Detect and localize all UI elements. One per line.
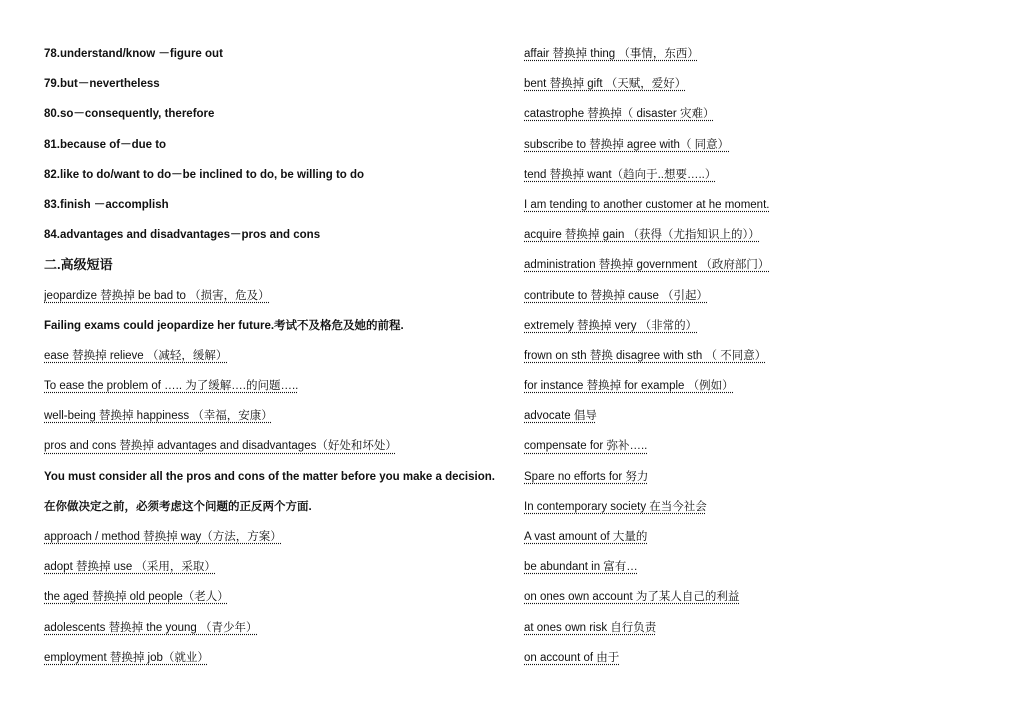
- vocab-line: jeopardize 替换掉 be bad to （损害，危及）: [44, 289, 270, 302]
- vocab-line: on account of 由于: [524, 651, 620, 664]
- vocab-line: adopt 替换掉 use （采用，采取）: [44, 561, 216, 574]
- vocab-line: frown on sth 替换 disagree with sth （ 不同意）: [524, 349, 767, 362]
- vocab-line: 84.advantages and disadvantages－pros and cons: [44, 229, 321, 242]
- vocab-line: extremely 替换掉 very （非常的）: [524, 319, 698, 332]
- vocab-line: 80.so－consequently, therefore: [44, 108, 215, 121]
- vocab-line: 81.because of－due to: [44, 138, 167, 151]
- example-sentence: Failing exams could jeopardize her future.考试不及格危及她的前程.: [44, 319, 404, 332]
- vocab-line: A vast amount of 大量的: [524, 531, 648, 543]
- vocab-line: on ones own account 为了某人自己的利益: [524, 591, 740, 604]
- left-column: [44, 45, 500, 679]
- vocab-line: administration 替换掉 government （政府部门）: [524, 259, 770, 272]
- vocab-line: catastrophe 替换掉（ disaster 灾难）: [524, 108, 715, 121]
- vocab-line: 83.finish －accomplish: [44, 198, 169, 211]
- vocab-line: approach / method 替换掉 way（方法，方案）: [44, 531, 282, 543]
- vocab-line: tend 替换掉 want（趋向于..想要…..）: [524, 168, 717, 181]
- vocab-line: 82.like to do/want to do－be inclined to do, be willing to do: [44, 168, 365, 181]
- example-sentence: I am tending to another customer at he moment.: [524, 198, 770, 211]
- vocab-line: advocate 倡导: [524, 410, 597, 423]
- vocab-line: 78.understand/know －figure out: [44, 48, 223, 60]
- vocab-line: To ease the problem of ….. 为了缓解….的问题…..: [44, 380, 299, 393]
- vocab-line: contribute to 替换掉 cause （引起）: [524, 289, 709, 302]
- vocab-line: at ones own risk 自行负责: [524, 621, 657, 634]
- section-heading: 二.高级短语: [44, 257, 113, 273]
- vocab-line: bent 替换掉 gift （天赋，爱好）: [524, 78, 687, 91]
- example-sentence: You must consider all the pros and cons of the matter before you make a decision.: [44, 470, 495, 483]
- vocab-line: ease 替换掉 relieve （减轻，缓解）: [44, 349, 228, 362]
- vocab-line: be abundant in 富有…: [524, 561, 638, 574]
- vocab-line: subscribe to 替换掉 agree with（ 同意）: [524, 138, 730, 151]
- vocab-line: for instance 替换掉 for example （例如）: [524, 380, 734, 393]
- vocab-line: well-being 替换掉 happiness （幸福，安康）: [44, 410, 273, 423]
- vocab-line: Spare no efforts for 努力: [524, 470, 649, 483]
- vocab-line: affair 替换掉 thing （事情，东西）: [524, 48, 699, 60]
- vocab-line: In contemporary society 在当今社会: [524, 500, 707, 513]
- vocab-line: adolescents 替换掉 the young （青少年）: [44, 621, 258, 634]
- right-column: [524, 45, 994, 679]
- example-translation: 在你做决定之前，必须考虑这个问题的正反两个方面.: [44, 500, 312, 513]
- vocab-line: employment 替换掉 job（就业）: [44, 651, 209, 664]
- vocab-line: pros and cons 替换掉 advantages and disadvantages（好处和坏处）: [44, 440, 397, 453]
- vocab-line: 79.but－nevertheless: [44, 78, 160, 91]
- vocab-line: acquire 替换掉 gain （获得（尤指知识上的））: [524, 229, 760, 242]
- vocab-line: compensate for 弥补…..: [524, 440, 648, 453]
- vocab-line: the aged 替换掉 old people（老人）: [44, 591, 229, 604]
